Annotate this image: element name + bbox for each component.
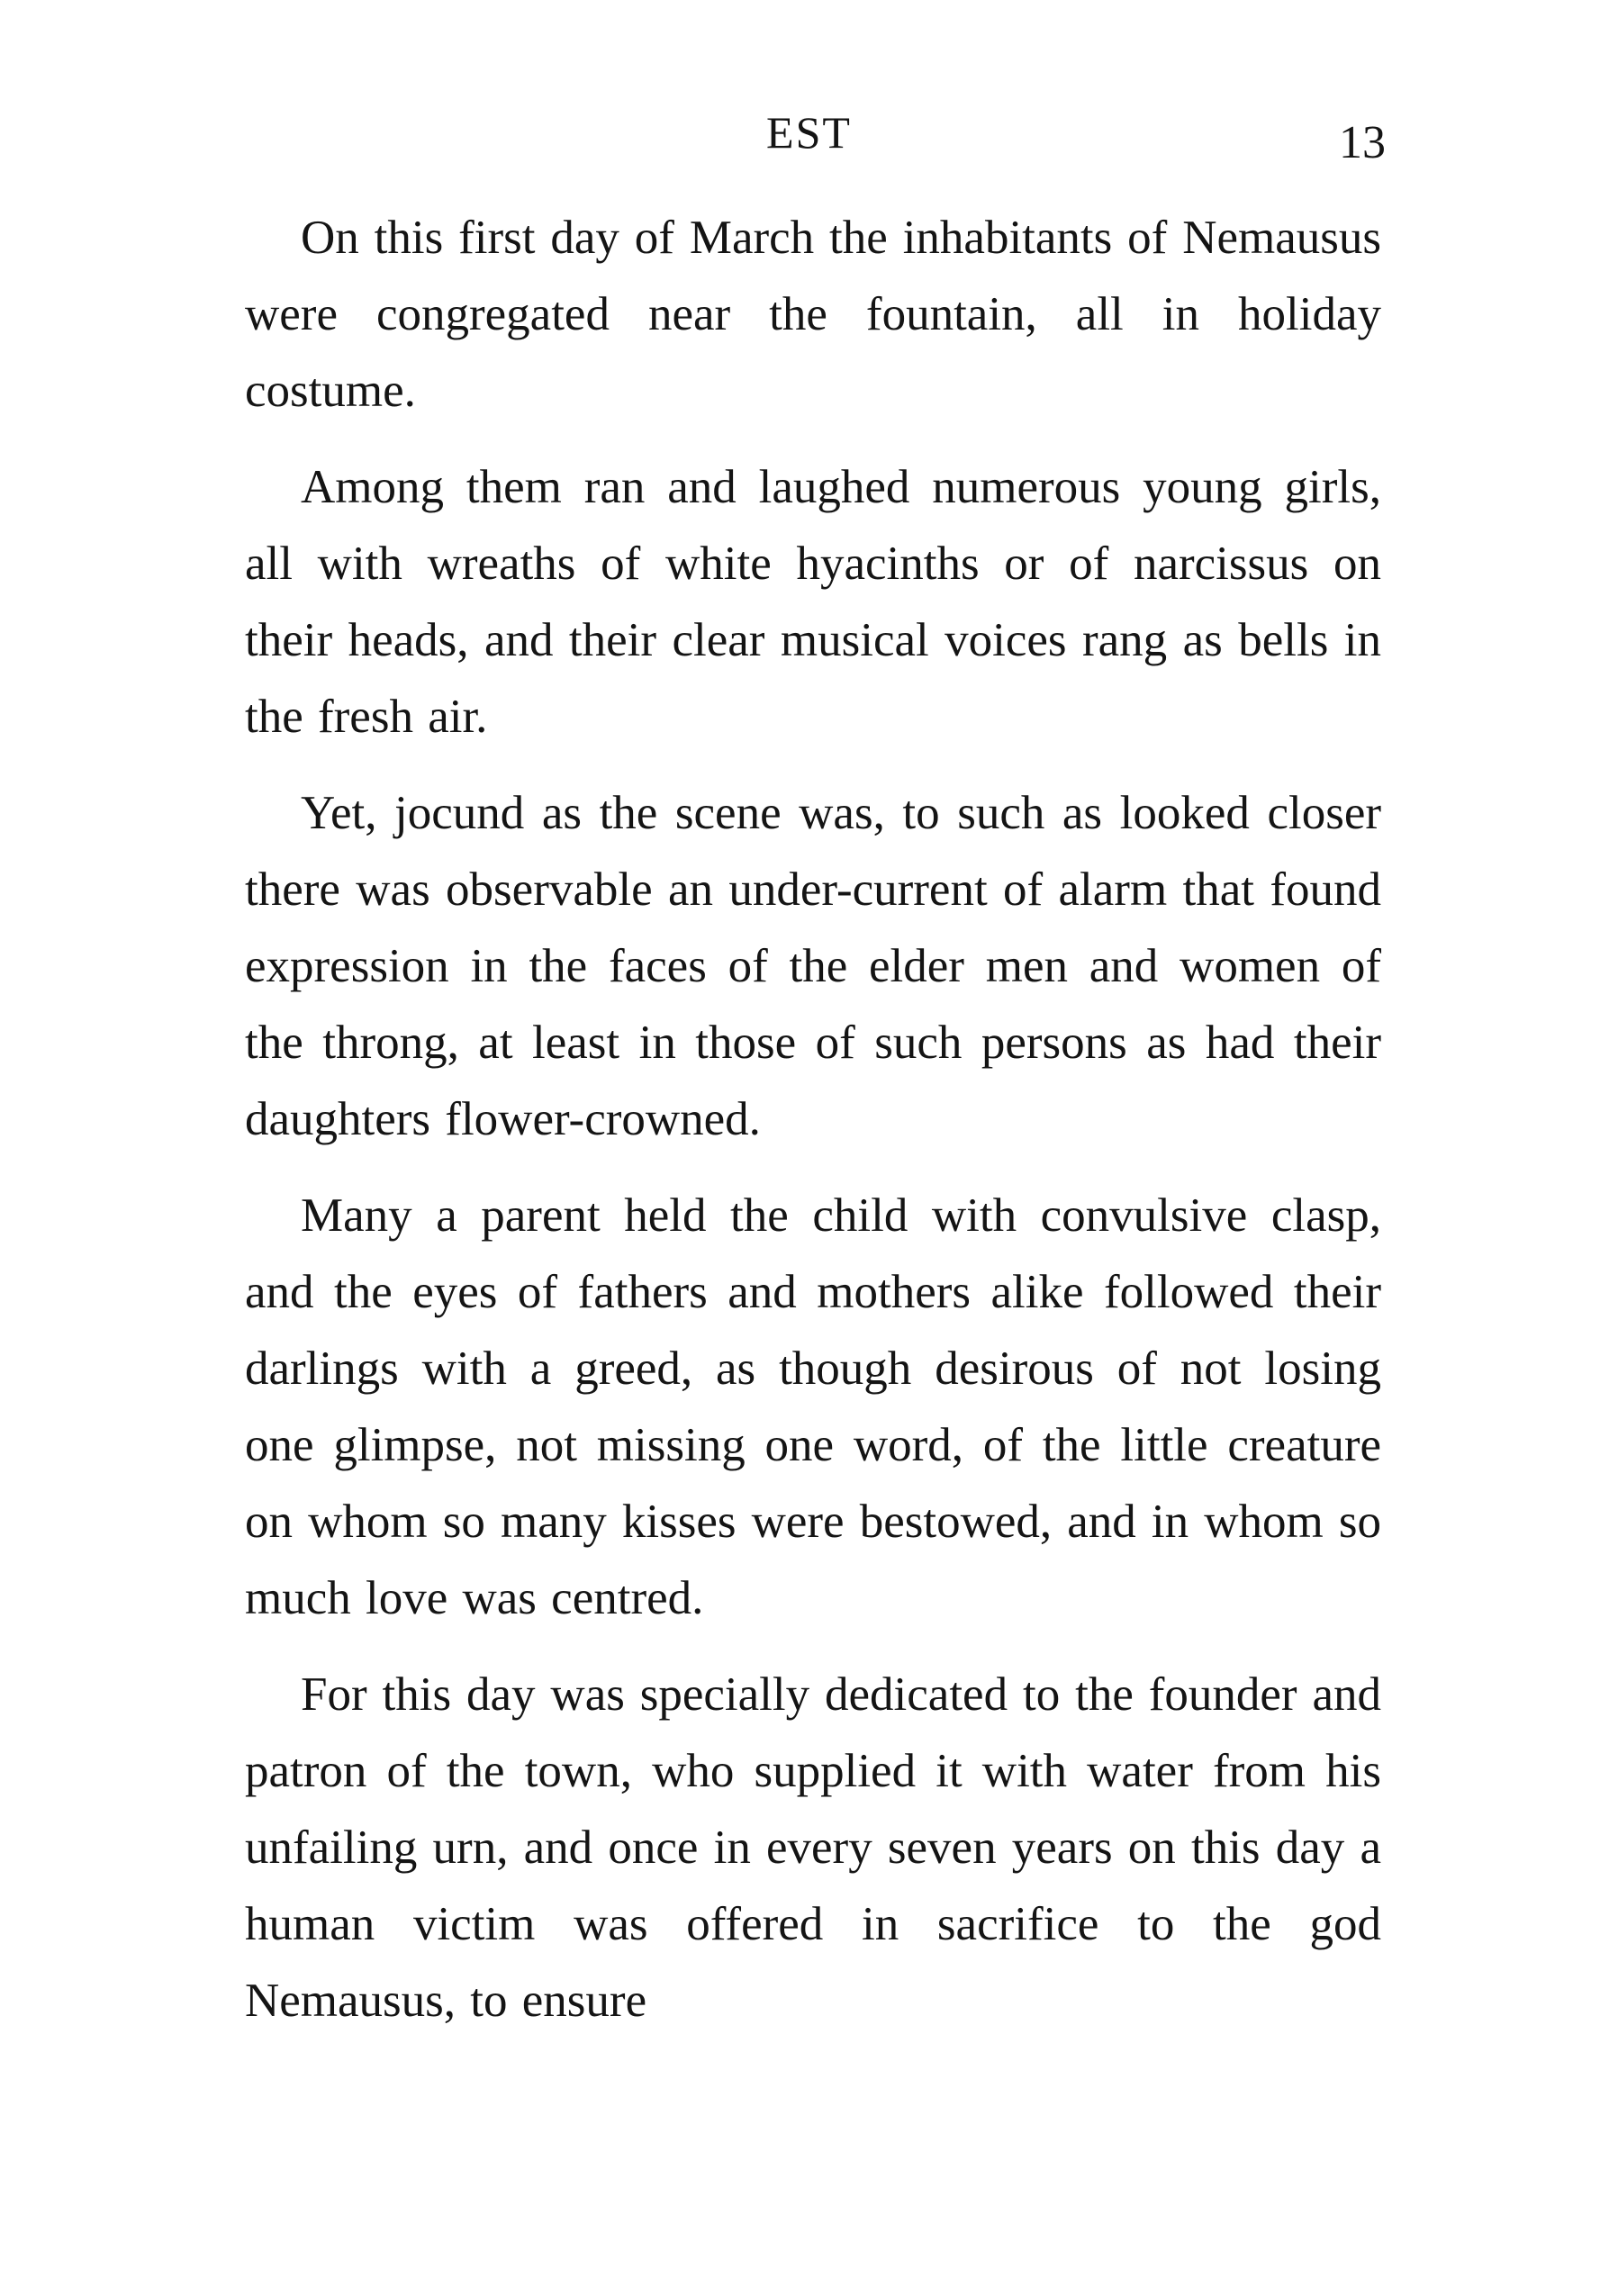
- paragraph: Many a parent held the child with convulsive clasp, and the eyes of fathers and mothers alike followed their darlings with a greed, as though desirous of not losing one glimpse, not missing one word, of the little creature on whom so many kisses were bestowed, and in whom so much love was centred.: [245, 1189, 1381, 1624]
- paragraph: On this first day of March the inhabitants of Nemausus were congregated near the fountain, all in holiday costume.: [245, 212, 1381, 417]
- paragraph: For this day was specially dedicated to the founder and patron of the town, who supplied it with water from his unfailing urn, and once in every seven years on this day a human victim was offered in sacrifice to the god Nemausus, to ensure: [245, 1668, 1381, 2027]
- body-text: [245, 200, 1381, 2059]
- running-title: EST: [766, 107, 852, 158]
- page-number: 13: [1339, 117, 1386, 168]
- running-head: [0, 101, 1618, 168]
- paragraph: Yet, jocund as the scene was, to such as looked closer there was observable an under-current of alarm that found expression in the faces of the elder men and women of the throng, at least in those of such persons as had their daughters flower-crowned.: [245, 787, 1381, 1145]
- paragraph: Among them ran and laughed numerous young girls, all with wreaths of white hyacinths or of narcissus on their heads, and their clear musical voices rang as bells in the fresh air.: [245, 461, 1381, 743]
